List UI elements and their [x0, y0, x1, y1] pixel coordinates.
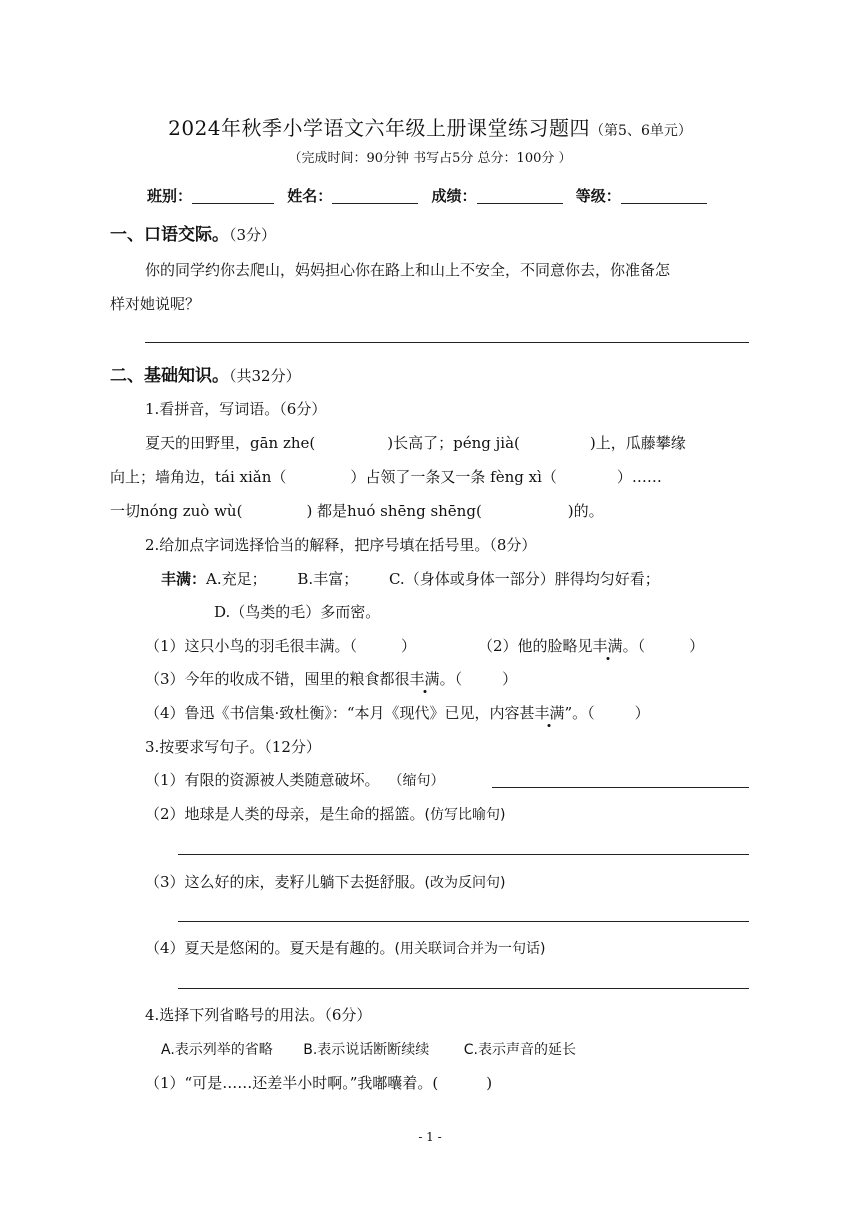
q4-options-row [161, 1039, 576, 1059]
q2-item-text: ”。（ [564, 704, 595, 722]
q3-answer-line-3[interactable] [178, 921, 749, 922]
q2-item-text: （1）这只小鸟的羽毛很丰满。（ [145, 637, 358, 655]
q2-item-text: ） [689, 637, 705, 655]
q2-item-text: ） [634, 704, 650, 722]
q2-item-text: （2）他的脸略见 [478, 637, 593, 655]
q1-line1 [145, 432, 686, 453]
page-title-row [0, 112, 860, 141]
q2-item-text: （3）今年的收成不错，囤里的粮食都很 [145, 670, 410, 688]
q4-item-text: ) [486, 1074, 493, 1092]
q1-line2 [110, 466, 662, 487]
q4-item1 [145, 1072, 492, 1093]
q2-item-text: ） [502, 670, 518, 688]
q3-title: 3.按要求写句子。（12分） [145, 738, 321, 756]
q2-item-text: 。（ [622, 637, 646, 655]
q2-item2 [478, 635, 704, 656]
q2-dotted-word: 丰满 [592, 637, 623, 655]
q3-item3 [145, 871, 505, 892]
q3-requirement: （缩句） [395, 773, 445, 789]
q2-item-text: 。（ [439, 670, 463, 688]
section1-text-line1: 你的同学约你去爬山，妈妈担心你在路上和山上不安全，不同意你去，你准备怎 [145, 261, 671, 279]
q4-opt-b: B.表示说话断断续续 [303, 1042, 430, 1058]
exam-info: （完成时间：90分钟 书写占5分 总分：100分 ） [288, 151, 572, 166]
q2-item3 [145, 668, 517, 689]
score-blank[interactable] [477, 187, 563, 204]
q4-opt-c: C.表示声音的延长 [463, 1042, 576, 1058]
q2-item4 [145, 702, 650, 723]
class-blank[interactable] [192, 187, 274, 204]
q2-title: 2.给加点字词选择恰当的解释，把序号填在括号里。（8分） [145, 536, 537, 554]
q3-requirement: (改为反问句) [424, 875, 506, 891]
q3-answer-line-4[interactable] [178, 988, 749, 989]
q1-text: )的。 [567, 502, 604, 520]
grade-label: 等级： [575, 187, 621, 205]
q3-sentence: （2）地球是人类的母亲，是生命的摇篮。 [145, 805, 425, 823]
q2-dotted-word: 丰满 [534, 704, 565, 722]
q2-item-text: ） [401, 637, 417, 655]
q2-item-text: （4）鲁迅《书信集·致杜衡》：“本月《现代》已见，内容甚 [145, 704, 535, 722]
q3-sentence: （3）这么好的床，麦籽儿躺下去挺舒服。 [145, 873, 425, 891]
q4-opt-a: A.表示列举的省略 [161, 1042, 273, 1058]
q1-text: ) 都是huó shēng shēng( [306, 502, 482, 520]
q1-text: 向上；墙角边，tái xiǎn（ [110, 468, 287, 486]
class-label: 班别： [147, 187, 193, 205]
section1-heading [110, 220, 276, 245]
q3-answer-line-1[interactable] [492, 787, 749, 788]
q3-sentence: （4）夏天是悠闲的。夏天是有趣的。 [145, 939, 395, 957]
q1-line3 [110, 500, 604, 521]
q1-text: 夏天的田野里，gān zhe( [145, 434, 316, 452]
q3-item1 [145, 769, 445, 790]
q1-text: 一切nóng zuò wù( [110, 502, 243, 520]
section2-heading [110, 361, 301, 386]
q1-text: ）…… [616, 468, 662, 486]
page-title-suffix: （第5、6单元） [590, 123, 692, 139]
q1-title: 1.看拼音，写词语。（6分） [145, 400, 327, 418]
section1-answer-line[interactable] [145, 342, 749, 343]
name-label: 姓名： [287, 187, 333, 205]
q2-definition-row [161, 568, 660, 589]
q3-sentence: （1）有限的资源被人类随意破坏。 [145, 771, 380, 789]
q2-opt-a: A.充足； [206, 570, 267, 588]
q2-opt-b: B.丰富； [297, 570, 359, 588]
q4-title: 4.选择下列省略号的用法。（6分） [145, 1006, 372, 1024]
q2-dotted-word: 丰满 [409, 670, 440, 688]
score-label: 成绩： [431, 187, 477, 205]
q3-requirement: (用关联词合并为一句话) [394, 941, 546, 957]
q2-opt-c: C.（身体或身体一部分）胖得均匀好看； [388, 570, 660, 588]
name-blank[interactable] [332, 187, 418, 204]
q3-item2 [145, 803, 505, 824]
q2-def-word: 丰满： [161, 570, 207, 588]
page-number: - 1 - [418, 1130, 442, 1144]
section1-text-line2: 样对她说呢？ [110, 295, 201, 313]
q3-requirement: (仿写比喻句) [424, 807, 506, 823]
student-info-row [147, 185, 707, 206]
q4-item-text: （1）“可是……还差半小时啊。”我嘟囔着。( [145, 1074, 439, 1092]
q1-text: )上，瓜藤攀缘 [589, 434, 686, 452]
q2-item1 [145, 635, 416, 656]
section2-points: （共32分） [229, 367, 301, 385]
section2-title: 二、基础知识。 [110, 366, 229, 386]
q2-opt-d: D.（鸟类的毛）多而密。 [214, 603, 381, 621]
grade-blank[interactable] [621, 187, 707, 204]
q3-answer-line-2[interactable] [178, 854, 749, 855]
q3-item4 [145, 937, 545, 958]
q1-text: ）占领了一条又一条 fèng xì（ [350, 468, 557, 486]
page-title: 2024年秋季小学语文六年级上册课堂练习题四 [168, 116, 591, 140]
section1-points: （3分） [229, 226, 277, 244]
section1-title: 一、口语交际。 [110, 225, 229, 245]
q1-text: )长高了；péng jià( [387, 434, 520, 452]
